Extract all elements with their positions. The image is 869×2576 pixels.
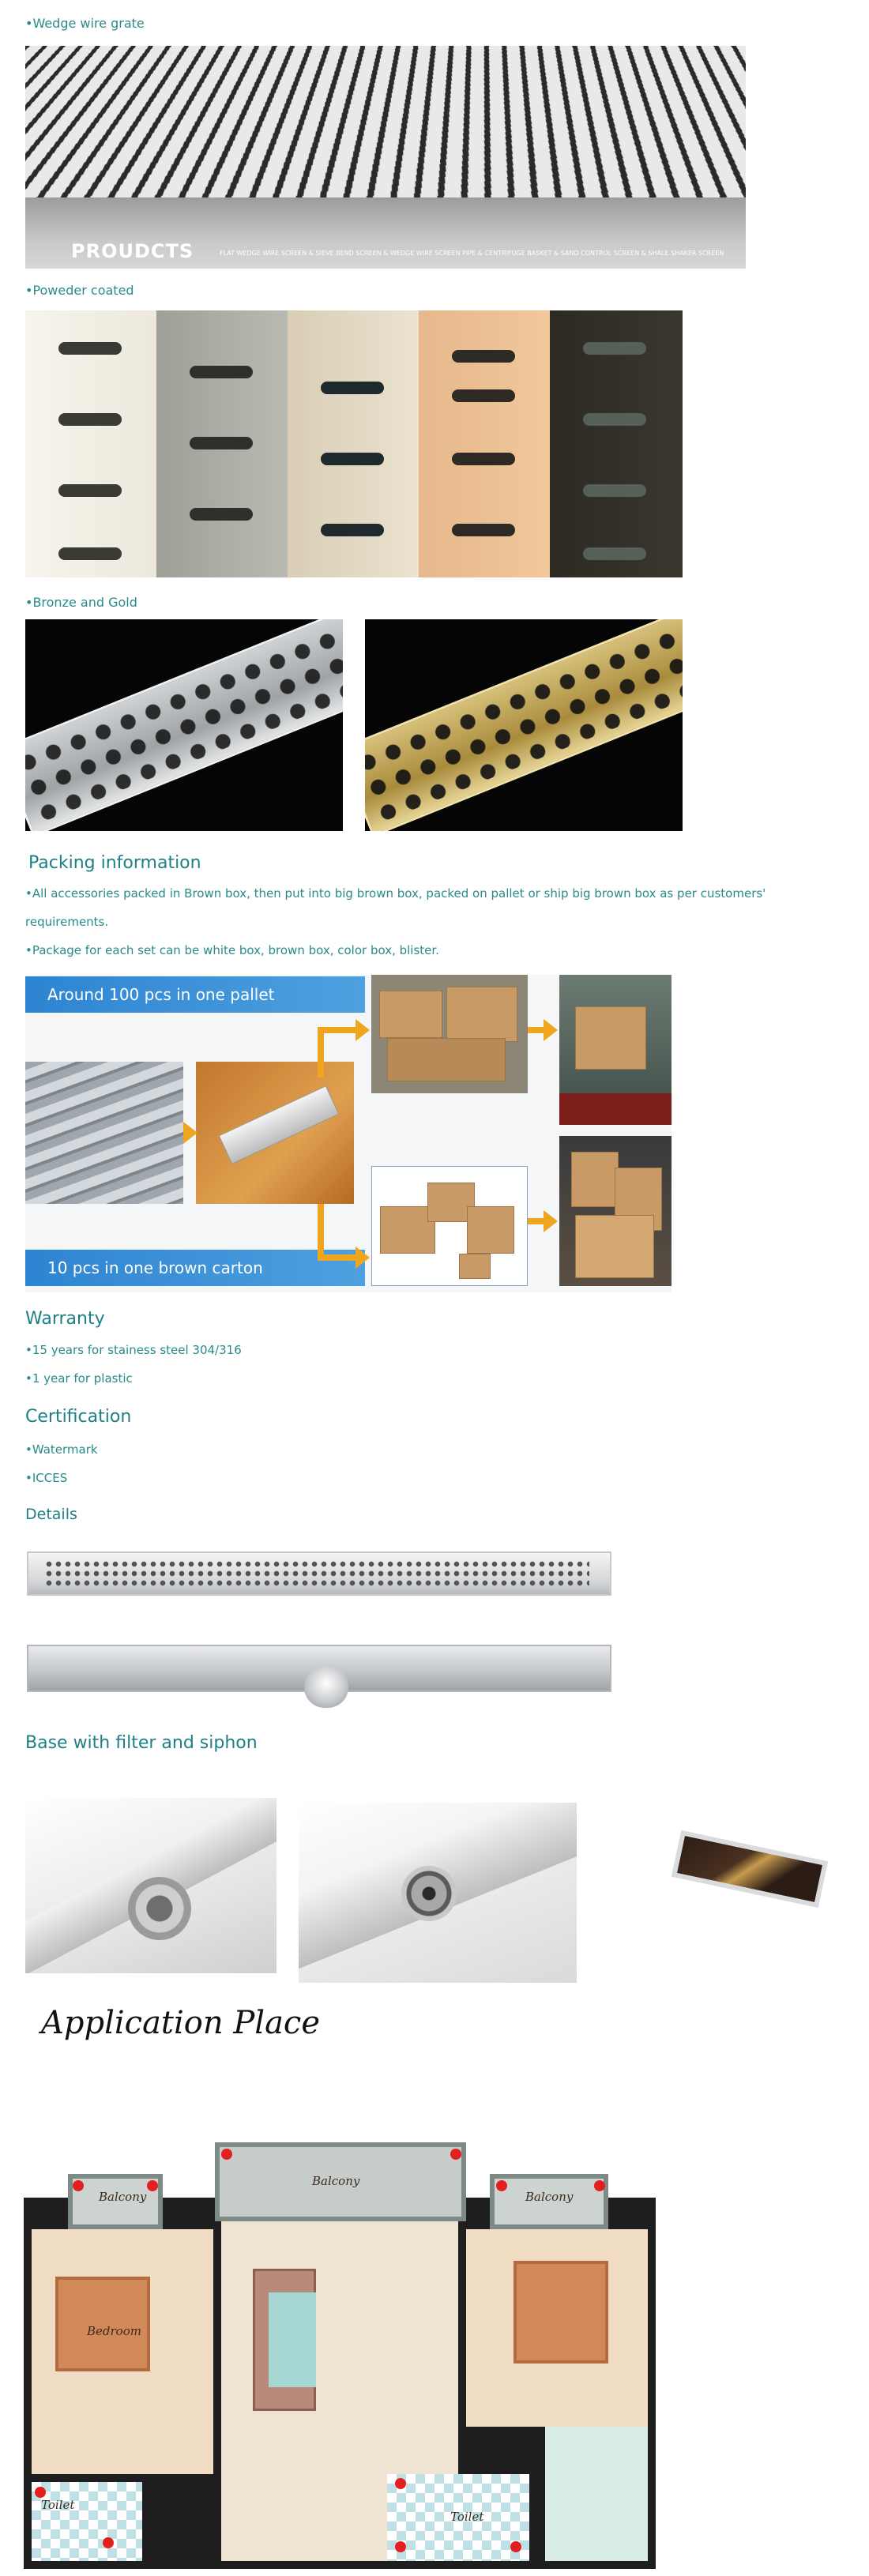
marble-tile-drain-image [667,1830,836,1916]
drain-marker [73,2180,84,2191]
powder-coated-image [25,310,683,577]
packing-line-3: •Package for each set can be white box, brown box, color box, blister. [25,943,439,957]
carton-band: 10 pcs in one brown carton [25,1250,365,1286]
panel-dark [550,310,683,577]
drain-marker [395,2541,406,2552]
drain-marker [103,2537,114,2548]
steel-drain-image [25,619,343,831]
steel-drain-grate [25,619,343,831]
drain-marker [510,2541,521,2552]
certification-item-2: •ICCES [25,1471,68,1485]
warranty-item-2: •1 year for plastic [25,1371,133,1386]
wedge-bullet: •Wedge wire grate [25,16,145,31]
floor-plan [24,2142,656,2569]
label-balcony-left: Balcony [99,2190,147,2204]
pallet-band: Around 100 pcs in one pallet [25,976,365,1013]
container-pallet-photo [559,975,672,1125]
gold-drain-image [365,619,683,831]
gold-drain-grate [365,619,683,831]
powder-bullet: •Poweder coated [25,283,134,298]
wedge-wire-image [25,46,746,269]
pallet-photo [371,975,528,1093]
panel-tan [419,310,550,577]
siphon-image-2 [299,1803,577,1983]
bedroom-left [32,2229,213,2474]
panel-grey [156,310,288,577]
siphon-image-1 [25,1798,276,1973]
label-bedroom: Bedroom [87,2324,141,2338]
bronze-bullet: •Bronze and Gold [25,595,137,610]
panel-white [25,310,156,577]
base-heading: Base with filter and siphon [25,1733,258,1753]
packing-heading: Packing information [28,853,201,873]
application-heading: Application Place [41,2005,320,2041]
wedge-caption-title: PROUDCTS [71,240,194,262]
wedge-bars [25,46,746,203]
drain-outlet [304,1667,348,1708]
drain-marker [450,2149,461,2160]
drain-marker [147,2180,158,2191]
container-carton-photo [559,1136,672,1286]
label-toilet-left: Toilet [41,2498,75,2512]
details-heading: Details [25,1506,77,1523]
label-balcony-right: Balcony [525,2190,574,2204]
cartons-photo [371,1166,528,1286]
wedge-caption-sub: FLAT WEDGE WIRE SCREEN & SIEVE BEND SCREEN & WEDGE WIRE SCREEN PIPE & CENTRIFUGE BASKET & SAND CONTROL SCREEN & SHALE SHAKER SCREEN [220,250,724,257]
panel-wood [288,310,419,577]
label-balcony-center: Balcony [312,2174,360,2188]
drains-rack-photo [25,1062,183,1204]
packing-line-2: requirements. [25,915,109,929]
drain-marker [395,2478,406,2489]
bedroom-right [466,2229,648,2427]
drain-marker [594,2180,605,2191]
packing-diagram [25,975,672,1292]
warranty-item-1: •15 years for stainess steel 304/316 [25,1343,242,1357]
certification-item-1: •Watermark [25,1442,98,1457]
toilet-left [32,2482,142,2561]
drain-marker [35,2487,46,2498]
label-toilet-right: Toilet [450,2510,484,2524]
drain-top-view [27,1551,611,1596]
packing-line-1: •All accessories packed in Brown box, then put into big brown box, packed on pallet or ship big brown box as per customers' [25,886,766,901]
warranty-heading: Warranty [25,1309,105,1329]
certification-heading: Certification [25,1407,132,1427]
drain-perforations [44,1559,589,1588]
kitchen [545,2427,648,2561]
packed-drain-photo [196,1062,354,1204]
drain-marker [221,2149,232,2160]
drain-marker [496,2180,507,2191]
